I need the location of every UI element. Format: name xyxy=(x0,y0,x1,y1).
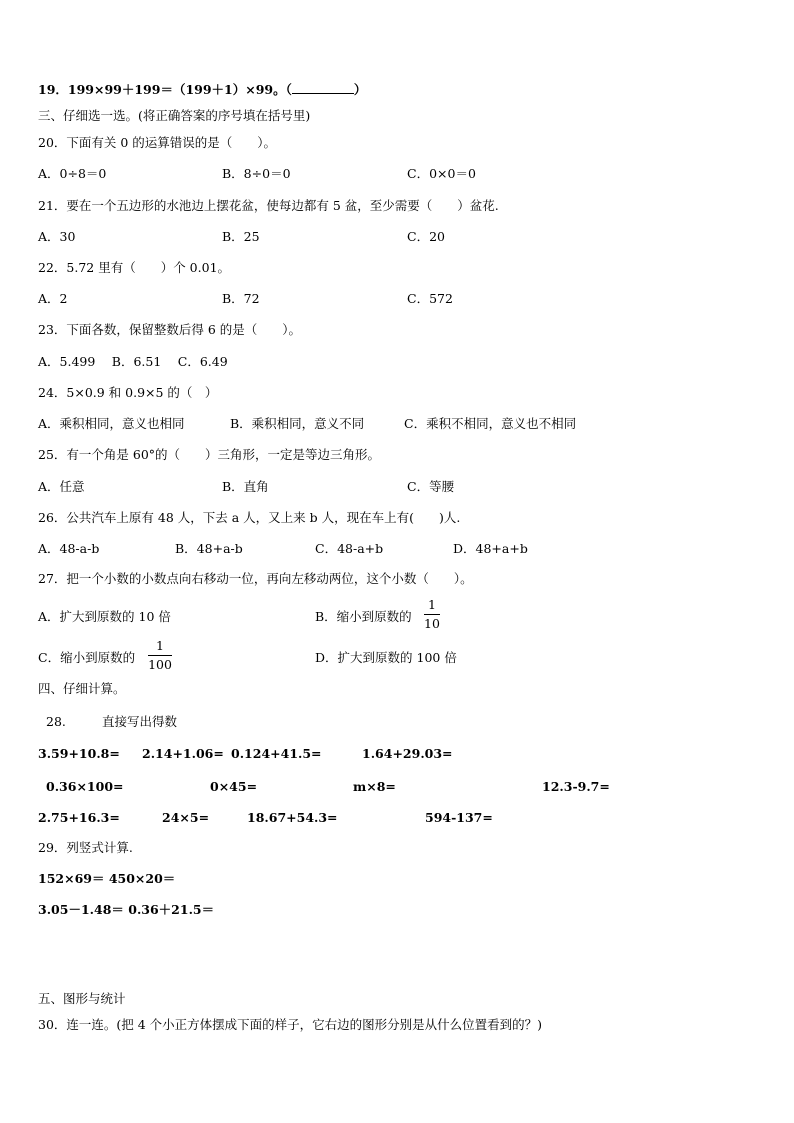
q27-fraction-c-bar xyxy=(148,655,172,656)
q27-option-b: B．缩小到原数的 xyxy=(315,609,412,624)
q28-item: 18.67+54.3= xyxy=(247,810,338,825)
q27-fraction-b-numerator: 1 xyxy=(428,597,436,612)
q26-option-d: D．48+a+b xyxy=(453,541,528,556)
q28-item: 0.36×100= xyxy=(46,779,124,794)
q19-line xyxy=(38,82,366,98)
q28-item: 594-137= xyxy=(425,810,493,825)
q28-item: 2.14+1.06= xyxy=(142,746,224,761)
q22-option-c: C．572 xyxy=(407,291,453,306)
q27-option-c: C．缩小到原数的 xyxy=(38,650,136,665)
q24-stem: 24．5×0.9 和 0.9×5 的（ ） xyxy=(38,385,218,400)
q27-fraction-b-denominator: 10 xyxy=(424,616,440,631)
q28-item: 12.3-9.7= xyxy=(542,779,610,794)
q27-fraction-c-denominator: 100 xyxy=(148,657,172,672)
q24-option-b: B．乘积相同，意义不同 xyxy=(230,416,365,431)
q22-option-a: A．2 xyxy=(38,291,68,306)
q21-option-c: C．20 xyxy=(407,229,445,244)
q28-item: 0×45= xyxy=(210,779,258,794)
q25-option-a: A．任意 xyxy=(38,479,85,494)
q30-stem: 30．连一连。(把 4 个小正方体摆成下面的样子，它右边的图形分别是从什么位置看到的？) xyxy=(38,1017,543,1032)
q19-answer-blank[interactable] xyxy=(292,82,354,94)
q28-number: 28. xyxy=(46,714,66,729)
q20-option-b: B．8÷0＝0 xyxy=(222,166,291,181)
q28-item: 3.59+10.8= xyxy=(38,746,120,761)
q27-fraction-b xyxy=(424,598,440,631)
q21-option-b: B．25 xyxy=(222,229,260,244)
q28-item: 0.124+41.5= xyxy=(231,746,322,761)
q23-stem: 23．下面各数，保留整数后得 6 的是（ ）。 xyxy=(38,322,302,337)
q27-fraction-b-bar xyxy=(424,614,440,615)
q27-option-d: D．扩大到原数的 100 倍 xyxy=(315,650,457,665)
q29-row-2: 3.05－1.48＝ 0.36＋21.5＝ xyxy=(38,902,215,917)
q29-title: 29．列竖式计算. xyxy=(38,840,133,855)
q21-option-a: A．30 xyxy=(38,229,76,244)
q20-option-c: C．0×0＝0 xyxy=(407,166,476,181)
q23-options: A．5.499 B．6.51 C．6.49 xyxy=(38,354,228,369)
q22-option-b: B．72 xyxy=(222,291,260,306)
q26-option-b: B．48+a-b xyxy=(175,541,243,556)
q28-item: 24×5= xyxy=(162,810,210,825)
section-5-title: 五、图形与统计 xyxy=(38,991,126,1006)
q20-option-a: A．0÷8＝0 xyxy=(38,166,107,181)
q29-row-1: 152×69＝ 450×20＝ xyxy=(38,871,176,886)
q22-stem: 22．5.72 里有（ ）个 0.01。 xyxy=(38,260,231,275)
q19-close: ） xyxy=(353,82,367,97)
q27-fraction-c xyxy=(148,639,172,672)
section-3-title: 三、仔细选一选。(将正确答案的序号填在括号里) xyxy=(38,108,311,123)
q28-item: m×8= xyxy=(353,779,396,794)
q21-stem: 21．要在一个五边形的水池边上摆花盆，使每边都有 5 盆，至少需要（ ）盆花. xyxy=(38,198,499,213)
q27-option-a: A．扩大到原数的 10 倍 xyxy=(38,609,171,624)
q20-stem: 20．下面有关 0 的运算错误的是（ ）。 xyxy=(38,135,277,150)
q28-item: 2.75+16.3= xyxy=(38,810,120,825)
q28-item: 1.64+29.03= xyxy=(362,746,453,761)
q25-stem: 25．有一个角是 60°的（ ）三角形，一定是等边三角形。 xyxy=(38,447,381,462)
q19-text: 19．199×99＋199＝（199＋1）×99。（ xyxy=(38,82,292,97)
q26-stem: 26．公共汽车上原有 48 人，下去 a 人，又上来 b 人，现在车上有( )人. xyxy=(38,510,461,525)
q24-option-a: A．乘积相同，意义也相同 xyxy=(38,416,185,431)
q26-option-c: C．48-a+b xyxy=(315,541,384,556)
q28-title: 直接写出得数 xyxy=(102,714,178,729)
q26-option-a: A．48-a-b xyxy=(38,541,100,556)
q25-option-c: C．等腰 xyxy=(407,479,455,494)
q27-fraction-c-numerator: 1 xyxy=(156,638,164,653)
q24-option-c: C．乘积不相同，意义也不相同 xyxy=(404,416,577,431)
section-4-title: 四、仔细计算。 xyxy=(38,681,126,696)
q25-option-b: B．直角 xyxy=(222,479,269,494)
q27-stem: 27．把一个小数的小数点向右移动一位，再向左移动两位，这个小数（ ）。 xyxy=(38,571,473,586)
